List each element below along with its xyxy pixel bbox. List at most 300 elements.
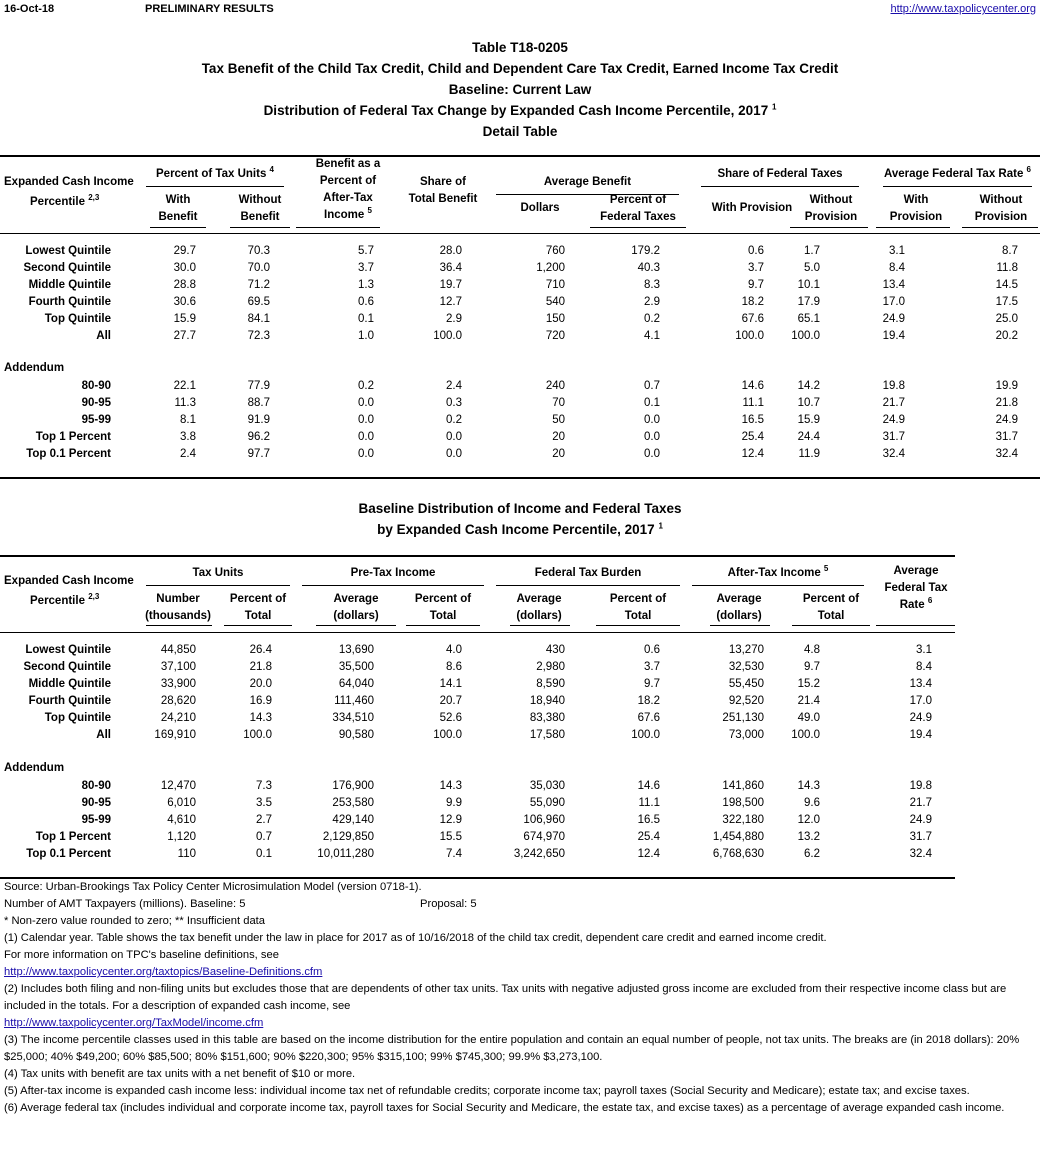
table-cell: 28,620 <box>160 695 196 707</box>
table-cell: 8.4 <box>916 661 932 673</box>
table2-column-header: Total <box>429 610 457 622</box>
table-cell: 9.7 <box>748 279 764 291</box>
table-cell: 334,510 <box>332 712 374 724</box>
income-definition-link[interactable]: http://www.taxpolicycenter.org/TaxModel/income.cfm <box>4 1017 264 1029</box>
table-row-label: 80-90 <box>81 380 111 392</box>
table2-column-header: Number <box>156 593 200 605</box>
table-cell: 24.9 <box>882 313 905 325</box>
table-cell: 8.7 <box>1002 245 1018 257</box>
table-cell: 24.4 <box>797 431 820 443</box>
detail-title: Detail Table <box>482 124 558 139</box>
table1-column-header: With Provision <box>711 202 793 214</box>
table2-column-header: Rate $^6$ <box>899 596 933 611</box>
table-cell: 10.7 <box>797 397 820 409</box>
table2-column-underline <box>406 625 480 626</box>
table-cell: 720 <box>545 330 565 342</box>
table-row-label: Second Quintile <box>23 262 111 274</box>
table-cell: 251,130 <box>722 712 764 724</box>
table-cell: 0.1 <box>358 313 374 325</box>
table1-group-header: Average Federal Tax Rate $^6$ <box>884 165 1031 180</box>
table2-column-underline <box>146 625 212 626</box>
table-cell: 33,900 <box>160 678 196 690</box>
table1-bottom-rule <box>0 477 1040 479</box>
table2-column-header: Average <box>893 565 939 577</box>
table-cell: 13.2 <box>797 831 820 843</box>
table1-column-underline <box>590 227 686 228</box>
table-cell: 8.6 <box>446 661 462 673</box>
footnote-6: (6) Average federal tax (includes individual and corporate income tax, payroll taxes for Social Security and Medicare, the estate tax, and excise taxes) as a percentage of average expanded cash income. <box>4 1102 1005 1114</box>
table1-column-underline <box>230 227 290 228</box>
table-cell: 16.5 <box>637 814 660 826</box>
table1-column-header: Dollars <box>520 202 560 214</box>
table-cell: 6,010 <box>167 797 196 809</box>
table2-group-underline <box>692 585 864 586</box>
table1-group-header: Percent of Tax Units $^4$ <box>156 165 274 180</box>
table-cell: 2,980 <box>536 661 565 673</box>
table-cell: 150 <box>545 313 565 325</box>
table-cell: 2.9 <box>644 296 660 308</box>
table-cell: 32.4 <box>882 448 905 460</box>
footnote-2: (2) Includes both filing and non-filing units but excludes those that are dependents of other tax units. Tax units with negative adjusted gross income are excluded from their respective income class but are included in the totals. For a description of expanded cash income, see <box>4 983 1007 1012</box>
table-cell: 91.9 <box>247 414 270 426</box>
table-row-label: Fourth Quintile <box>28 695 111 707</box>
table-cell: 4,610 <box>167 814 196 826</box>
table-cell: 30.0 <box>173 262 196 274</box>
table-row-label: Second Quintile <box>23 661 111 673</box>
distribution-title: Distribution of Federal Tax Change by Expanded Cash Income Percentile, 2017 $^1$ <box>263 102 777 118</box>
table-cell: 20.7 <box>439 695 462 707</box>
table-cell: 176,900 <box>332 780 374 792</box>
table-cell: 24.9 <box>909 712 932 724</box>
table-row-label: Middle Quintile <box>28 678 111 690</box>
table-cell: 0.0 <box>358 397 374 409</box>
table-cell: 36.4 <box>439 262 462 274</box>
table-cell: 25.4 <box>741 431 764 443</box>
table-cell: 240 <box>545 380 565 392</box>
table2-title-block <box>0 498 1040 540</box>
table2-group-header: Federal Tax Burden <box>534 567 642 579</box>
table-cell: 3.5 <box>256 797 272 809</box>
footnote-1: (1) Calendar year. Table shows the tax benefit under the law in place for 2017 as of 10/16/2018 of the child tax credit, dependent care credit and earned income credit. <box>4 932 827 944</box>
table-cell: 11.1 <box>638 797 660 809</box>
table-cell: 198,500 <box>722 797 764 809</box>
table-cell: 100.0 <box>791 330 820 342</box>
table-cell: 14.2 <box>797 380 820 392</box>
table-cell: 429,140 <box>332 814 374 826</box>
table-cell: 0.0 <box>358 448 374 460</box>
table1-group-underline <box>146 186 284 187</box>
table-cell: 32.4 <box>909 848 932 860</box>
table-cell: 0.0 <box>644 448 660 460</box>
table1-column-underline <box>296 227 380 228</box>
table-cell: 16.9 <box>249 695 272 707</box>
table-row-label: Lowest Quintile <box>25 245 111 257</box>
table-cell: 18,940 <box>529 695 565 707</box>
table-cell: 15.9 <box>797 414 820 426</box>
table-cell: 13.4 <box>909 678 932 690</box>
table2-column-header: Average <box>516 593 562 605</box>
table-cell: 674,970 <box>523 831 565 843</box>
table-cell: 0.6 <box>644 644 660 656</box>
table-cell: 4.0 <box>446 644 462 656</box>
table-cell: 70.0 <box>247 262 270 274</box>
table-cell: 0.6 <box>358 296 374 308</box>
table-cell: 3.7 <box>358 262 374 274</box>
table1-title-block <box>0 37 1040 142</box>
table-cell: 17.0 <box>909 695 932 707</box>
table-cell: 13,270 <box>728 644 764 656</box>
table-cell: 100.0 <box>735 330 764 342</box>
table-row-label: Fourth Quintile <box>28 296 111 308</box>
table-cell: 100.0 <box>433 330 462 342</box>
table-cell: 24.9 <box>909 814 932 826</box>
table-cell: 430 <box>545 644 565 656</box>
table-cell: 25.4 <box>637 831 660 843</box>
table-cell: 253,580 <box>332 797 374 809</box>
table2-group-header: Tax Units <box>192 567 244 579</box>
table-cell: 17.0 <box>882 296 905 308</box>
table-cell: 7.3 <box>256 780 272 792</box>
table-cell: 19.9 <box>995 380 1018 392</box>
table-cell: 44,850 <box>160 644 196 656</box>
table2-column-header: Percent of <box>609 593 667 605</box>
table2-column-header: Total <box>817 610 845 622</box>
table1-column-header: After-Tax <box>323 192 373 204</box>
table2-top-rule <box>0 555 955 557</box>
table1-column-header: Share of <box>419 176 466 188</box>
table-cell: 3.7 <box>748 262 764 274</box>
table-cell: 20.2 <box>995 330 1018 342</box>
table-cell: 20 <box>552 431 565 443</box>
table-row-label: 95-99 <box>81 414 111 426</box>
table-cell: 11.9 <box>798 448 820 460</box>
table2-group-underline <box>496 585 680 586</box>
table-cell: 2.4 <box>446 380 462 392</box>
table-cell: 0.0 <box>644 431 660 443</box>
table-cell: 110 <box>177 848 196 860</box>
table-row-label: 80-90 <box>81 780 111 792</box>
table-cell: 16.5 <box>741 414 764 426</box>
table-cell: 14.6 <box>637 780 660 792</box>
table-cell: 15.9 <box>173 313 196 325</box>
table-cell: 11.3 <box>174 397 196 409</box>
table2-column-underline <box>596 625 680 626</box>
table1-column-header: With <box>165 194 191 206</box>
table-cell: 27.7 <box>173 330 196 342</box>
table2-stub-header <box>4 571 134 611</box>
table-cell: 14.3 <box>249 712 272 724</box>
stub-header-line1: Expanded Cash Income <box>4 575 134 587</box>
table2-group-underline <box>146 585 290 586</box>
table-row-label: Lowest Quintile <box>25 644 111 656</box>
table1-column-header: Total Benefit <box>408 193 478 205</box>
table-cell: 11.8 <box>996 262 1018 274</box>
table-cell: 0.7 <box>644 380 660 392</box>
table-cell: 8,590 <box>536 678 565 690</box>
table-cell: 20.0 <box>249 678 272 690</box>
table-cell: 24.9 <box>882 414 905 426</box>
table-cell: 83,380 <box>529 712 565 724</box>
table-cell: 0.0 <box>358 414 374 426</box>
table-cell: 12.4 <box>741 448 764 460</box>
table-cell: 9.6 <box>804 797 820 809</box>
table-cell: 100.0 <box>243 729 272 741</box>
table-cell: 17.5 <box>995 296 1018 308</box>
report-date: 16-Oct-18 <box>4 3 55 15</box>
table-cell: 24.9 <box>995 414 1018 426</box>
addendum-label: Addendum <box>4 762 65 774</box>
table-cell: 84.1 <box>247 313 270 325</box>
table-cell: 28.8 <box>173 279 196 291</box>
table-row-label: Top 0.1 Percent <box>26 448 111 460</box>
table-cell: 179.2 <box>631 245 660 257</box>
table1-column-header: Without <box>809 194 853 206</box>
baseline-title: Baseline: Current Law <box>448 82 592 97</box>
table-row-label: Top 1 Percent <box>35 831 111 843</box>
table-cell: 760 <box>545 245 565 257</box>
table-cell: 169,910 <box>154 729 196 741</box>
table-cell: 37,100 <box>160 661 196 673</box>
table-cell: 64,040 <box>338 678 374 690</box>
table1-column-header: Federal Taxes <box>600 211 676 223</box>
footnote-source: Source: Urban-Brookings Tax Policy Center Microsimulation Model (version 0718-1). <box>4 881 422 893</box>
table-cell: 1.3 <box>358 279 374 291</box>
table-row-label: 90-95 <box>81 797 111 809</box>
table-cell: 4.1 <box>644 330 660 342</box>
table-cell: 65.1 <box>797 313 820 325</box>
table2-column-header: Average <box>333 593 379 605</box>
table-cell: 40.3 <box>637 262 660 274</box>
table-cell: 100.0 <box>791 729 820 741</box>
table2-title-line1: Baseline Distribution of Income and Federal Taxes <box>358 501 682 516</box>
table-cell: 15.2 <box>797 678 820 690</box>
tpc-header-link[interactable]: http://www.taxpolicycenter.org <box>890 3 1036 15</box>
table-cell: 8.4 <box>889 262 905 274</box>
table-cell: 100.0 <box>631 729 660 741</box>
table2-column-header: Total <box>244 610 272 622</box>
stub-header-line2: Percentile $^{2,3}$ <box>30 592 100 607</box>
table-cell: 21.8 <box>249 661 272 673</box>
table-cell: 31.7 <box>995 431 1018 443</box>
table1-column-header: Benefit <box>240 211 280 223</box>
table-cell: 14.5 <box>995 279 1018 291</box>
table-cell: 9.7 <box>644 678 660 690</box>
table-cell: 21.4 <box>797 695 820 707</box>
table-cell: 96.2 <box>247 431 270 443</box>
table-cell: 72.3 <box>247 330 270 342</box>
table1-column-underline <box>962 227 1038 228</box>
table-cell: 97.7 <box>247 448 270 460</box>
table-cell: 13.4 <box>882 279 905 291</box>
table-cell: 1.7 <box>804 245 820 257</box>
table-cell: 19.8 <box>882 380 905 392</box>
table1-column-header: Without <box>238 194 282 206</box>
table2-group-underline <box>302 585 484 586</box>
table1-group-header: Share of Federal Taxes <box>717 168 843 180</box>
table1-group-underline <box>883 186 1032 187</box>
table-cell: 17,580 <box>529 729 565 741</box>
table-row-label: Middle Quintile <box>28 279 111 291</box>
table-cell: 35,500 <box>338 661 374 673</box>
table-cell: 18.2 <box>741 296 764 308</box>
table-cell: 14.3 <box>797 780 820 792</box>
table2-header-rule <box>0 632 955 633</box>
table-cell: 20 <box>552 448 565 460</box>
table2-column-underline <box>224 625 292 626</box>
table-cell: 6.2 <box>804 848 820 860</box>
table1-stub-header <box>4 172 134 212</box>
table-cell: 100.0 <box>433 729 462 741</box>
table-cell: 0.2 <box>446 414 462 426</box>
table-cell: 8.1 <box>180 414 196 426</box>
table-cell: 14.3 <box>439 780 462 792</box>
table-cell: 322,180 <box>722 814 764 826</box>
table-row-label: Top Quintile <box>44 313 111 325</box>
table1-column-header: Provision <box>889 211 943 223</box>
table-cell: 111,460 <box>334 695 374 707</box>
table-cell: 3.7 <box>644 661 660 673</box>
table-cell: 5.0 <box>804 262 820 274</box>
footnote-zero: * Non-zero value rounded to zero; ** Insufficient data <box>4 915 265 927</box>
table2-column-header: Average <box>716 593 762 605</box>
table-number: Table T18-0205 <box>472 40 568 55</box>
table1-column-header: Without <box>979 194 1023 206</box>
footnote-1b: For more information on TPC's baseline definitions, see <box>4 949 279 961</box>
table-cell: 18.2 <box>637 695 660 707</box>
table2-column-header: Total <box>624 610 652 622</box>
table-cell: 67.6 <box>637 712 660 724</box>
table-cell: 17.9 <box>797 296 820 308</box>
table-cell: 106,960 <box>523 814 565 826</box>
table-cell: 540 <box>545 296 565 308</box>
table-cell: 8.3 <box>644 279 660 291</box>
table2-column-header: Percent of <box>229 593 287 605</box>
table1-column-header: Percent of <box>609 194 667 206</box>
table-cell: 3.1 <box>889 245 905 257</box>
table-cell: 7.4 <box>446 848 462 860</box>
table-cell: 70 <box>552 397 565 409</box>
table2-column-underline <box>710 625 770 626</box>
table2-column-header: Federal Tax <box>884 582 948 594</box>
table-cell: 10.1 <box>797 279 820 291</box>
table-cell: 0.2 <box>358 380 374 392</box>
table-row-label: All <box>96 729 111 741</box>
table-cell: 0.3 <box>446 397 462 409</box>
table-cell: 32,530 <box>728 661 764 673</box>
table-cell: 3,242,650 <box>513 848 565 860</box>
table-row-label: 90-95 <box>81 397 111 409</box>
table-cell: 12.4 <box>637 848 660 860</box>
table-cell: 13,690 <box>338 644 374 656</box>
table-cell: 10,011,280 <box>317 848 374 860</box>
table-cell: 55,450 <box>728 678 764 690</box>
table-cell: 0.0 <box>446 448 462 460</box>
table1-group-header: Average Benefit <box>543 176 632 188</box>
table2-title-line2: by Expanded Cash Income Percentile, 2017 $^1$ <box>377 521 663 537</box>
table1-column-underline <box>790 227 868 228</box>
table2-column-header: (dollars) <box>333 610 379 622</box>
table-cell: 71.2 <box>247 279 270 291</box>
table2-column-header: Percent of <box>414 593 472 605</box>
table-cell: 19.4 <box>909 729 932 741</box>
table-cell: 73,000 <box>728 729 764 741</box>
table2-group-header: Pre-Tax Income <box>350 567 436 579</box>
table2-column-header: (dollars) <box>716 610 762 622</box>
table-cell: 9.9 <box>446 797 462 809</box>
table-cell: 0.0 <box>446 431 462 443</box>
table2-column-underline <box>316 625 396 626</box>
table-cell: 50 <box>552 414 565 426</box>
addendum-label: Addendum <box>4 362 65 374</box>
table1-column-header: Benefit as a <box>315 158 381 170</box>
table-cell: 0.0 <box>358 431 374 443</box>
table-cell: 19.8 <box>909 780 932 792</box>
table-cell: 31.7 <box>882 431 905 443</box>
table-cell: 6,768,630 <box>712 848 764 860</box>
table-cell: 55,090 <box>529 797 565 809</box>
table-cell: 1,454,880 <box>712 831 764 843</box>
stub-header-line2: Percentile $^{2,3}$ <box>30 193 100 208</box>
table-cell: 4.8 <box>804 644 820 656</box>
table-cell: 35,030 <box>529 780 565 792</box>
footnote-amt: Number of AMT Taxpayers (millions). Baseline: 5 Proposal: 5 <box>4 898 477 910</box>
table1-column-header: Provision <box>804 211 858 223</box>
table2-column-header: Percent of <box>802 593 860 605</box>
table-cell: 30.6 <box>173 296 196 308</box>
table-cell: 28.0 <box>439 245 462 257</box>
table1-top-rule <box>0 155 1040 157</box>
table-cell: 19.4 <box>882 330 905 342</box>
table-cell: 2,129,850 <box>322 831 374 843</box>
table-row-label: Top Quintile <box>44 712 111 724</box>
table-cell: 15.5 <box>439 831 462 843</box>
footnote-4: (4) Tax units with benefit are tax units with a net benefit of $10 or more. <box>4 1068 356 1080</box>
table-cell: 88.7 <box>247 397 270 409</box>
table-cell: 5.7 <box>358 245 374 257</box>
table-cell: 29.7 <box>173 245 196 257</box>
table1-column-header: Benefit <box>158 211 198 223</box>
stub-header-line1: Expanded Cash Income <box>4 176 134 188</box>
table-cell: 12,470 <box>160 780 196 792</box>
table1-column-underline <box>876 227 950 228</box>
table-cell: 12.0 <box>797 814 820 826</box>
table-cell: 90,580 <box>338 729 374 741</box>
table2-column-underline <box>876 625 955 626</box>
baseline-definitions-link[interactable]: http://www.taxpolicycenter.org/taxtopics/Baseline-Definitions.cfm <box>4 966 323 978</box>
table-cell: 31.7 <box>909 831 932 843</box>
footnote-3: (3) The income percentile classes used in this table are based on the income distribution for the entire population and contain an equal number of people, not tax units. The breaks are (in 2018 dollars): 20% $25,000; 40% $49,200; 60% $85,500; 80% $151,600; 90% $220,300; 95% $315,100; 99% $745,300; 99.9% $3,273,100. <box>4 1034 1020 1063</box>
table-cell: 21.7 <box>882 397 905 409</box>
table-row-label: Top 1 Percent <box>35 431 111 443</box>
table-cell: 11.1 <box>742 397 764 409</box>
table-cell: 0.0 <box>644 414 660 426</box>
table1-column-header: Provision <box>974 211 1028 223</box>
preliminary-label: PRELIMINARY RESULTS <box>145 3 274 15</box>
table-cell: 1,120 <box>167 831 196 843</box>
table2-group-header: After-Tax Income $^5$ <box>727 564 829 579</box>
table-cell: 70.3 <box>247 245 270 257</box>
table2-column-header: (dollars) <box>516 610 562 622</box>
table-cell: 1,200 <box>536 262 565 274</box>
table-cell: 2.7 <box>256 814 272 826</box>
table-cell: 69.5 <box>247 296 270 308</box>
table-cell: 0.7 <box>256 831 272 843</box>
table-cell: 49.0 <box>797 712 820 724</box>
table-cell: 710 <box>545 279 565 291</box>
table-cell: 0.1 <box>256 848 272 860</box>
table2-column-underline <box>510 625 570 626</box>
table-cell: 0.1 <box>644 397 660 409</box>
